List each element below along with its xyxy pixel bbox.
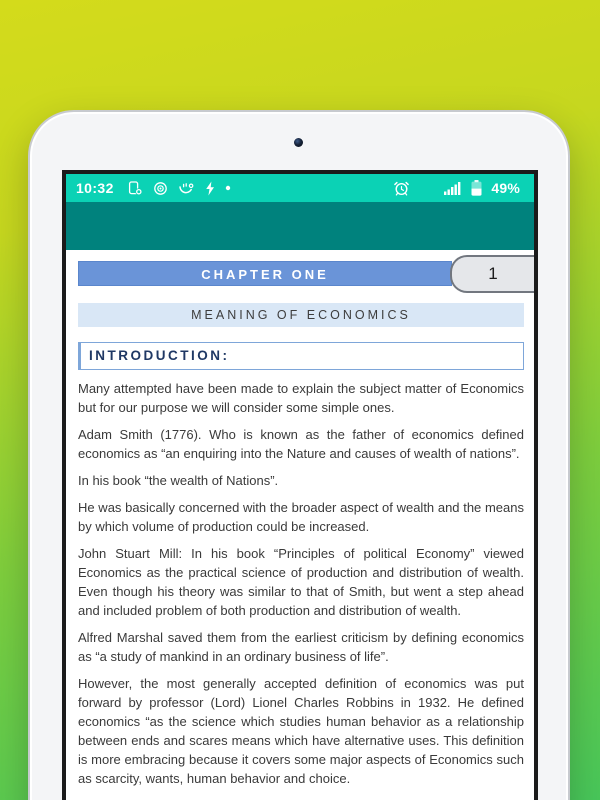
signal-icon [444, 181, 462, 195]
tablet-device-frame [28, 110, 570, 800]
document-title-banner: MEANING OF ECONOMICS [78, 303, 524, 327]
app-header-bar [66, 202, 534, 250]
document-body [78, 379, 524, 788]
page-number-tab[interactable]: 1 [450, 255, 534, 293]
gesture-icon [178, 181, 195, 196]
status-bar [66, 174, 534, 202]
screenshot-icon [128, 181, 143, 196]
status-time: 10:32 [76, 180, 114, 196]
battery-percent: 49% [491, 180, 520, 196]
hotspot-icon [153, 181, 168, 196]
charging-icon [205, 181, 215, 196]
paragraph: Adam Smith (1776). Who is known as the father of economics defined economics as “an enquiring into the Nature and causes of wealth of nations”. [78, 427, 524, 461]
alarm-icon [393, 180, 410, 196]
notification-dot-icon [225, 185, 231, 191]
chapter-banner: CHAPTER ONE [78, 261, 452, 286]
battery-icon [471, 180, 482, 196]
front-camera [294, 138, 303, 147]
section-heading: INTRODUCTION: [78, 342, 524, 370]
paragraph: Alfred Marshal saved them from the earliest criticism by defining economics as “a study of mankind in an ordinary business of life”. [78, 630, 524, 664]
paragraph: However, the most generally accepted definition of economics was put forward by professor (Lord) Lionel Charles Robbins in 1932. He defined economics “as the science which studies human behavior as a relationship between ends and scares means which have alternative uses. This definition is more embracing because it covers some major aspects of Economics such as scarcity, wants, human behavior and choice. [78, 676, 524, 786]
device-screen [62, 170, 538, 800]
paragraph: Many attempted have been made to explain the subject matter of Economics but for our purpose we will consider some simple ones. [78, 381, 524, 415]
paragraph: In his book “the wealth of Nations”. [78, 473, 279, 488]
document-page[interactable] [66, 250, 534, 800]
paragraph: He was basically concerned with the broader aspect of wealth and the means by which volume of production could be increased. [78, 500, 524, 534]
paragraph: John Stuart Mill: In his book “Principles of political Economy” viewed Economics as the practical science of production and distribution of wealth. Even though his theory was similar to that of Smith, but went a step ahead and included problem of both production and distribution of wealth. [78, 546, 524, 618]
chapter-header-row [78, 255, 534, 293]
